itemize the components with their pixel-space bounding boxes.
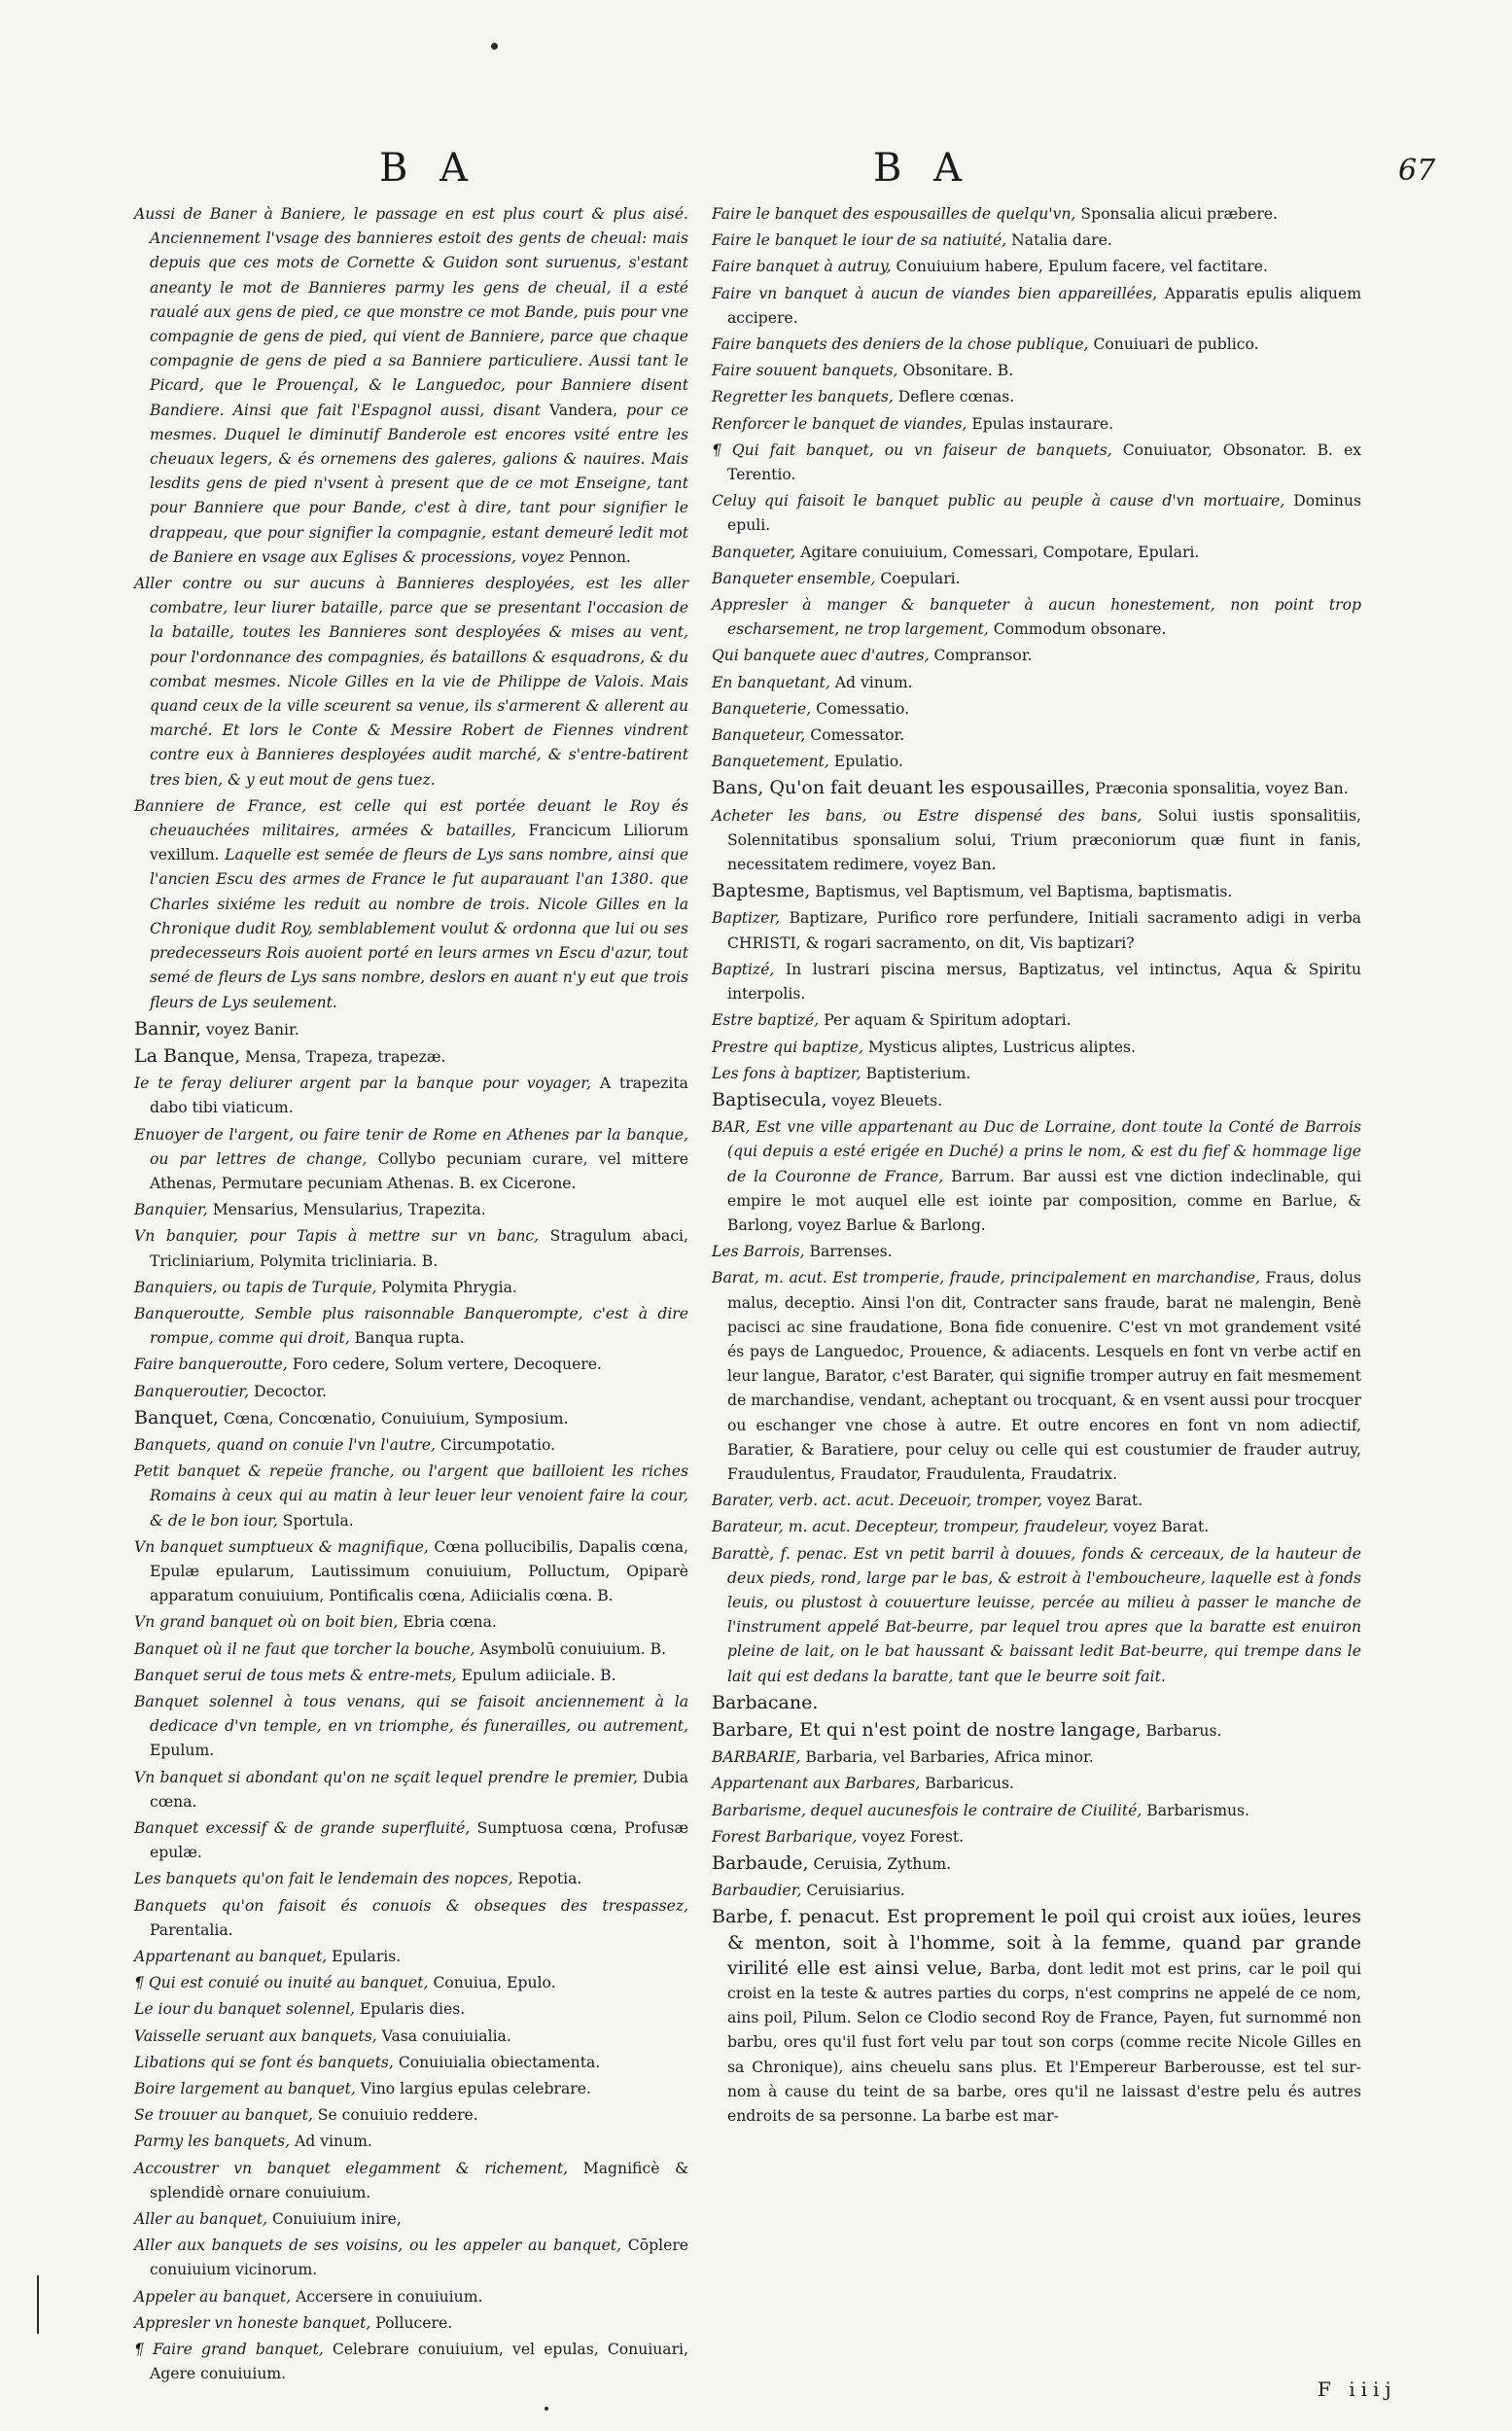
entry-translation: Epulas instaurare. — [971, 414, 1114, 433]
dictionary-entry — [134, 1766, 688, 1814]
entry-translation: A trapezita dabo tibi viaticum. — [150, 1075, 688, 1117]
entry-translation: Obsonitare. B. — [902, 362, 1014, 380]
entry-headword: Les Barrois, — [712, 1243, 805, 1261]
entry-translation: Ad vinum. — [295, 2132, 372, 2151]
dictionary-entry — [134, 1380, 688, 1404]
entry-translation: Fraus, dolus malus, deceptio. Ainsi l'on dit, Contracter sans fraude, barat ne malengin, Benè pacisci ac sine fraudatione, Bona fide conuenire. C'est vn mot grandement vsité és pays de Languedoc, Prouence, & adiacents. Lesquels en font vn verbe actif en leur langue, Barator, c'est Barater, qui signifie tromper autruy en fait mesmement de marchandise, vendant, acheptant ou trocquant, & en vsent aussi pour trocquer ou eschanger vne chose à autre. Et outre encores en font vn nom adiectif, Baratier, & Baratiere, pour celuy ou celle qui est coustumier de frauder autruy, Fraudulentus, Fraudator, Fraudulenta, Fraudatrix. — [727, 1269, 1361, 1483]
entry-translation: Foro cedere, Solum vertere, Decoquere. — [292, 1356, 602, 1374]
dictionary-entry — [712, 1515, 1361, 1539]
dictionary-entry — [712, 1240, 1361, 1264]
entry-headword: Vn banquet sumptueux & magnifique, — [134, 1537, 429, 1556]
entry-translation: Conuiuator, Obsonator. B. ex Terentio. — [727, 440, 1361, 484]
dictionary-entry — [712, 1691, 1361, 1716]
dictionary-entry — [712, 1036, 1361, 1060]
dictionary-entry — [712, 1745, 1361, 1770]
entry-headword: Aller aux banquets de ses voisins, ou les appeler au banquet, — [134, 2237, 622, 2255]
entry-headword: Appresler à manger & banqueter à aucun honestement, non point trop escharsement, ne trop largement, — [712, 596, 1361, 639]
entry-headword: Parmy les banquets, — [134, 2132, 291, 2151]
entry-translation: Vino largius epulas celebrare. — [360, 2080, 591, 2098]
entry-translation: Barba, dont ledit mot est prins, car le poil qui croist en la teste & autres parties du corps, n'est comprins ne appelé de ce nom, ains poil, Pilum. Selon ce Clodio second Roy de France, Payen, fut surnommé non barbu, ores qu'il fust fort velu par tout son corps (comme recite Nicole Gilles en sa Chronique), ains cheuelu sans plus. Et l'Empereur Barberousse, est tel sur-nom à cause du teint de sa barbe, ores qu'il ne laissast d'estre pelu és autres endroits de sa personne. La barbe est mar- — [727, 1959, 1361, 2126]
entry-translation: Se conuiuio reddere. — [317, 2106, 478, 2125]
entry-headword: Aller au banquet, — [134, 2210, 267, 2229]
entry-headword: Banquets qu'on faisoit és conuois & obseques des trespassez, — [134, 1896, 688, 1915]
entry-headword: Appartenant aux Barbares, — [712, 1775, 921, 1793]
entry-headword: Banqueroutte, Semble plus raisonnable Banquerompte, c'est à dire rompue, comme qui droit, — [134, 1304, 688, 1348]
entry-translation: Vasa conuiuialia. — [381, 2026, 511, 2045]
entry-translation: Pennon. — [569, 547, 631, 566]
dictionary-entry — [134, 1535, 688, 1609]
entry-translation: Barrenses. — [809, 1243, 893, 1261]
entry-headword: Renforcer le banquet de viandes, — [712, 414, 967, 433]
entry-translation: Francicum Liliorum vexillum. — [150, 822, 688, 864]
entry-translation: Pollucere. — [375, 2313, 453, 2332]
dictionary-entry — [712, 906, 1361, 955]
entry-headword: Estre baptizé, — [712, 1011, 820, 1030]
right-column — [712, 202, 1361, 2131]
dictionary-entry — [134, 2285, 688, 2309]
entry-headword: Bannir, — [134, 1017, 201, 1039]
entry-translation: Apparatis epulis aliquem accipere. — [727, 284, 1361, 327]
entry-translation: Barbarus. — [1145, 1721, 1222, 1740]
entry-translation: Coepulari. — [880, 569, 961, 587]
dictionary-entry — [712, 359, 1361, 383]
dictionary-entry — [134, 1690, 688, 1764]
entry-headword: Banquier, — [134, 1201, 208, 1219]
dictionary-entry — [134, 1997, 688, 2022]
entry-headword: Barbarisme, dequel aucunesfois le contraire de Ciuilité, — [712, 1801, 1143, 1819]
entry-headword: Bans, Qu'on fait deuant les espousailles, — [712, 777, 1091, 799]
dictionary-entry — [712, 439, 1361, 487]
entry-translation: Cœna pollucibilis, Dapalis cœna, Epulæ epularum, Lautissimum conuiuium, Polluctum, Opiparè apparatum conuiuium, Pontificalis cœna, Adiicialis cœna. B. — [150, 1537, 688, 1605]
entry-headword: Faire le banquet des espousailles de quelqu'vn, — [712, 205, 1076, 223]
dictionary-entry — [134, 202, 688, 570]
dictionary-entry — [712, 593, 1361, 642]
entry-headword: Vn grand banquet où on boit bien, — [134, 1613, 399, 1632]
dictionary-entry — [712, 1718, 1361, 1744]
dictionary-entry — [134, 1353, 688, 1377]
dictionary-entry — [712, 255, 1361, 279]
entry-translation: Dominus epuli. — [727, 492, 1361, 535]
entry-translation: Ebria cœna. — [403, 1613, 497, 1632]
entry-translation: Ceruisiarius. — [806, 1882, 905, 1900]
entry-headword: Banquet où il ne faut que torcher la bouche, — [134, 1639, 475, 1658]
entry-headword: Banqueroutier, — [134, 1382, 250, 1400]
entry-headword: Faire banqueroutte, — [134, 1356, 288, 1374]
page-header — [0, 146, 1512, 194]
dictionary-entry — [134, 2103, 688, 2128]
dictionary-entry — [134, 1017, 688, 1042]
entry-headword: Barater, verb. act. acut. Deceuoir, tromper, — [712, 1492, 1043, 1510]
entry-headword: pour ce mesmes. Duquel le diminutif Banderole est encores vsité entre les cheuaux legers, & és ornemens des galeres, galions & nauires. Mais lesdits gens de pied n'vsent à present que de ce mot Enseigne, tant pour Banniere que pour Bande, c'est à dire, tant pour signifier le drappeau, que pour signifier la compagnie, estant demeuré ledit mot de Baniere en vsage aux Eglises & processions, voyez — [150, 401, 688, 566]
entry-translation: Mensa, Trapeza, trapezæ. — [245, 1047, 446, 1066]
dictionary-entry — [134, 2311, 688, 2336]
entry-headword: ¶ Faire grand banquet, — [134, 2341, 324, 2359]
entry-translation: Cœna, Concœnatio, Conuiuium, Symposium. — [223, 1409, 569, 1427]
entry-translation: Epulum. — [150, 1742, 215, 1760]
entry-headword: Ie te feray deliurer argent par la banque pour voyager, — [134, 1075, 591, 1093]
dictionary-entry — [134, 1971, 688, 1995]
dictionary-entry — [712, 644, 1361, 668]
entry-translation: Natalia dare. — [1011, 231, 1112, 250]
entry-headword: Barbe, f. penacut. Est proprement le poil qui croist aux ioües, leures & menton, soit à l'homme, soit à la femme, quand par grande virilité elle est ainsi velue, — [712, 1906, 1361, 1979]
entry-translation: Collybo pecuniam curare, vel mittere Athenas, Permutare pecuniam Athenas. B. ex Cicerone. — [150, 1149, 688, 1192]
entry-translation: Circumpotatio. — [440, 1435, 556, 1454]
dictionary-entry — [712, 804, 1361, 878]
entry-headword: Boire largement au banquet, — [134, 2080, 356, 2098]
dictionary-entry — [134, 1816, 688, 1865]
entry-headword: Vn banquet si abondant qu'on ne sçait lequel prendre le premier, — [134, 1768, 638, 1786]
dictionary-entry — [712, 385, 1361, 409]
entry-headword: Banquets, quand on conuie l'vn l'autre, — [134, 1435, 436, 1454]
entry-headword: ¶ Qui est conuié ou inuité au banquet, — [134, 1974, 429, 1992]
dictionary-entry — [134, 1894, 688, 1943]
dictionary-entry — [712, 1266, 1361, 1487]
entry-headword: Libations qui se font és banquets, — [134, 2053, 394, 2071]
dictionary-entry — [134, 2051, 688, 2075]
entry-headword: Barateur, m. acut. Decepteur, trompeur, fraudeleur, — [712, 1518, 1109, 1536]
entry-translation: Barbaricus. — [925, 1775, 1014, 1793]
entry-headword: Banquet, — [134, 1406, 219, 1428]
entry-headword: Banqueteur, — [712, 726, 806, 745]
entry-headword: Banqueter, — [712, 543, 796, 561]
entry-translation: Compransor. — [933, 647, 1033, 665]
dictionary-entry — [134, 1867, 688, 1891]
entry-headword: Banquiers, ou tapis de Turquie, — [134, 1278, 377, 1296]
dictionary-entry — [712, 1115, 1361, 1238]
dictionary-entry — [134, 1276, 688, 1300]
dictionary-entry — [134, 1945, 688, 1969]
entry-headword: Qui banquete auec d'autres, — [712, 647, 930, 665]
dictionary-entry — [712, 1799, 1361, 1823]
entry-translation: Celebrare conuiuium, vel epulas, Conuiuari, Agere conuiuium. — [150, 2341, 688, 2383]
entry-headword: Enuoyer de l'argent, ou faire tenir de Rome en Athenes par la banque, ou par lettres de change, — [134, 1125, 688, 1168]
entry-translation: Baptismus, vel Baptismum, vel Baptisma, baptismatis. — [815, 883, 1233, 901]
entry-translation: Parentalia. — [150, 1920, 233, 1939]
entry-headword: Faire banquets des deniers de la chose publique, — [712, 335, 1089, 354]
dictionary-entry — [712, 697, 1361, 722]
dictionary-entry — [712, 1008, 1361, 1033]
entry-translation: Repotia. — [517, 1870, 582, 1888]
dictionary-entry — [712, 750, 1361, 774]
dictionary-entry — [134, 2077, 688, 2101]
entry-translation: voyez Barat. — [1113, 1518, 1210, 1536]
dictionary-entry — [134, 1044, 688, 1070]
left-column — [134, 202, 688, 2388]
dictionary-entry — [134, 1123, 688, 1197]
entry-headword: Baptesme, — [712, 880, 811, 902]
entry-headword: Faire vn banquet à aucun de viandes bien appareillées, — [712, 284, 1158, 302]
entry-headword: Aussi de Baner à Baniere, le passage en est plus court & plus aisé. Anciennement l'vsage des bannieres estoit des gents de cheual: mais depuis que ces mots de Cornette & Guidon sont suruenus, s'estant aneanty le mot de Bannieres parmy les gens de cheual, il a esté raualé aux gens de pied, ce que monstre ce mot Bande, puis pour vne compagnie de gens de pied, qui vient de Banniere, parce que chaque compagnie de gens de pied a sa Banniere particuliere. Aussi tant le Picard, que le Prouençal, & le Languedoc, pour Banniere disent Bandiere. Ainsi que fait l'Espagnol aussi, disant — [134, 205, 688, 419]
dictionary-entry — [712, 567, 1361, 591]
entry-translation: Baptisterium. — [865, 1064, 971, 1082]
entry-translation: Dubia cœna. — [150, 1768, 688, 1811]
entry-headword: En banquetant, — [712, 673, 830, 691]
entry-headword: Les banquets qu'on fait le lendemain des nopces, — [134, 1870, 513, 1888]
entry-translation: Epularis dies. — [359, 2000, 466, 2019]
dictionary-entry — [712, 1489, 1361, 1513]
dictionary-entry — [134, 1460, 688, 1533]
entry-headword: Banquet serui de tous mets & entre-mets, — [134, 1666, 457, 1684]
entry-headword: Acheter les bans, ou Estre dispensé des bans, — [712, 806, 1143, 825]
dictionary-entry — [134, 1638, 688, 1662]
entry-translation: Commodum obsonare. — [993, 620, 1167, 639]
ink-dot — [545, 2407, 548, 2411]
dictionary-entry — [712, 282, 1361, 331]
entry-headword: Accoustrer vn banquet elegamment & richement, — [134, 2159, 569, 2177]
dictionary-entry — [712, 776, 1361, 801]
entry-headword: Barbaude, — [712, 1852, 809, 1874]
entry-headword: Barattè, f. penac. Est vn petit barril à douues, fonds & cerceaux, de la hauteur de deux pieds, rond, large par le bas, & estroit à l'emboucheure, laquelle est à fonds leuis, ou plustost à couuerture leuisse, percée au milieu à passer le manche de l'instrument appelé Bat-beurre, par lequel trou apres que la baratte est enuiron pleine de lait, on le bat haussant & baissant ledit Bat-beurre, qui trempe dans le lait qui est dedans la baratte, tant que le beurre soit fait. — [712, 1544, 1361, 1685]
dictionary-entry — [134, 1302, 688, 1351]
dictionary-entry — [134, 2157, 688, 2205]
margin-rule — [37, 2275, 39, 2334]
entry-headword: Petit banquet & repeüe franche, ou l'argent que bailloient les riches Romains à ceux qui au matin à leur leuer leur venoient faire la cour, & de le bon iour, — [134, 1462, 688, 1530]
dictionary-entry — [712, 541, 1361, 565]
entry-headword: Vaisselle seruant aux banquets, — [134, 2026, 377, 2045]
entry-headword: Vn banquier, pour Tapis à mettre sur vn banc, — [134, 1227, 540, 1246]
entry-translation: voyez Barat. — [1047, 1492, 1143, 1510]
dictionary-entry — [134, 1433, 688, 1458]
entry-translation: Conuiuari de publico. — [1093, 335, 1259, 354]
entry-translation: Solui iustis sponsalitiis, Solennitatibus sponsalium solui, Trium præconiorum quæ fiunt in fanis, necessitatem redimere, voyez Ban. — [727, 806, 1361, 874]
dictionary-entry — [712, 1062, 1361, 1086]
dictionary-entry — [712, 1879, 1361, 1903]
entry-translation: Cōplere conuiuium vicinorum. — [150, 2237, 688, 2279]
entry-headword: Banqueterie, — [712, 699, 812, 718]
dictionary-entry — [134, 1406, 688, 1431]
entry-translation: Decoctor. — [254, 1382, 328, 1400]
entry-headword: BARBARIE, — [712, 1748, 801, 1767]
entry-translation: Comessator. — [810, 726, 905, 745]
entry-translation: Epularis. — [332, 1948, 402, 1966]
entry-headword: Prestre qui baptize, — [712, 1038, 863, 1056]
dictionary-entry — [712, 723, 1361, 748]
dictionary-entry — [134, 2338, 688, 2386]
entry-headword: Le iour du banquet solennel, — [134, 2000, 356, 2019]
entry-headword: Banqueter ensemble, — [712, 569, 876, 587]
entry-translation: Stragulum abaci, Tricliniarium, Polymita tricliniaria. B. — [150, 1227, 688, 1270]
entry-translation: Conuiua, Epulo. — [433, 1974, 556, 1992]
entry-headword: Faire le banquet le iour de sa natiuité, — [712, 231, 1007, 250]
dictionary-entry — [712, 671, 1361, 695]
running-head-left: B A — [379, 146, 477, 191]
dictionary-entry — [134, 1664, 688, 1688]
entry-translation: Conuiuium habere, Epulum facere, vel factitare. — [896, 258, 1268, 276]
entry-headword: Faire banquet à autruy, — [712, 258, 892, 276]
entry-translation: Baptizare, Purifico rore perfundere, Initiali sacramento adigi in verba CHRISTI, & rogari sacramento, on dit, Vis baptizari? — [727, 909, 1361, 952]
dictionary-entry — [712, 1825, 1361, 1850]
entry-translation: Deflere cœnas. — [897, 388, 1015, 406]
entry-translation: Sumptuosa cœna, Profusæ epulæ. — [150, 1819, 688, 1862]
entry-translation: Epulatio. — [833, 753, 903, 771]
dictionary-entry — [712, 412, 1361, 437]
entry-translation: Banqua rupta. — [354, 1329, 465, 1348]
entry-translation: Agitare conuiuium, Comessari, Compotare, Epulari. — [800, 543, 1200, 561]
entry-headword: Les fons à baptizer, — [712, 1064, 861, 1082]
dictionary-entry — [134, 1610, 688, 1635]
entry-headword: BAR, Est vne ville appartenant au Duc de Lorraine, dont toute la Conté de Barrois (qui depuis a esté erigée en Duché) a prins le nom, & est du fief & hommage lige de la Couronne de France, — [712, 1118, 1361, 1185]
dictionary-entry — [134, 2130, 688, 2154]
entry-headword: Baptizer, — [712, 909, 781, 928]
entry-translation: voyez Banir. — [205, 1020, 299, 1039]
entry-headword: Banquet solennel à tous venans, qui se faisoit anciennement à la dedicace d'vn temple, en vn triomphe, és funerailles, ou autrement, — [134, 1692, 688, 1736]
entry-headword: Barbare, Et qui n'est point de nostre langage, — [712, 1718, 1142, 1741]
entry-translation: Barbarismus. — [1146, 1801, 1249, 1819]
entry-translation: Ceruisia, Zythum. — [813, 1855, 952, 1873]
dictionary-entry — [712, 1088, 1361, 1113]
entry-translation: Ad vinum. — [834, 673, 913, 691]
entry-translation: Mensarius, Mensularius, Trapezita. — [212, 1201, 486, 1219]
entry-headword: Regretter les banquets, — [712, 388, 894, 406]
dictionary-entry — [712, 879, 1361, 904]
dictionary-entry — [712, 1542, 1361, 1689]
entry-headword: Celuy qui faisoit le banquet public au peuple à cause d'vn mortuaire, — [712, 492, 1285, 511]
entry-headword: Banniere de France, est celle qui est portée deuant le Roy és cheuauchées militaires, armées & batailles, — [134, 796, 688, 840]
dictionary-entry — [134, 572, 688, 793]
dictionary-entry — [134, 794, 688, 1015]
dictionary-entry — [712, 1851, 1361, 1877]
signature-mark: F iiij — [1318, 2378, 1397, 2401]
dictionary-entry — [134, 2234, 688, 2282]
entry-translation: Polymita Phrygia. — [381, 1278, 517, 1296]
entry-translation: voyez Forest. — [861, 1827, 965, 1846]
dictionary-entry — [712, 202, 1361, 227]
entry-headword: Banquetement, — [712, 753, 829, 771]
entry-headword: Appresler vn honeste banquet, — [134, 2313, 371, 2332]
entry-translation: Sportula. — [282, 1511, 354, 1530]
entry-translation: In lustrari piscina mersus, Baptizatus, vel intinctus, Aqua & Spiritu interpolis. — [727, 960, 1361, 1004]
entry-translation: Comessatio. — [816, 699, 910, 718]
page-number: 67 — [1398, 154, 1436, 188]
dictionary-entry — [134, 2025, 688, 2049]
entry-headword: Baptisecula, — [712, 1088, 827, 1110]
entry-translation: voyez Bleuets. — [831, 1091, 943, 1110]
dictionary-entry — [712, 958, 1361, 1006]
entry-headword: Appeler au banquet, — [134, 2287, 292, 2306]
entry-translation: Conuiuialia obiectamenta. — [398, 2053, 601, 2071]
entry-translation: Præconia sponsalitia, voyez Ban. — [1095, 780, 1349, 798]
entry-translation: Magnificè & splendidè ornare conuiuium. — [150, 2159, 688, 2202]
entry-headword: Se trouuer au banquet, — [134, 2106, 313, 2125]
entry-headword: La Banque, — [134, 1044, 241, 1067]
dictionary-entry — [134, 2207, 688, 2232]
entry-headword: Banquet excessif & de grande superfluité, — [134, 1819, 471, 1837]
entry-translation: Barrum. Bar aussi est vne diction indeclinable, qui empire le mot auquel elle est iointe par composition, comme en Barlue, & Barlong, voyez Barlue & Barlong. — [727, 1167, 1361, 1234]
entry-headword: Faire souuent banquets, — [712, 362, 898, 380]
entry-headword: Laquelle est semée de fleurs de Lys sans nombre, ainsi que l'ancien Escu des armes de France le fut auparauant l'an 1380. que Charles sixiéme les reduit au nombre de trois. Nicole Gilles en la Chronique dudit Roy, semblablement voulut & ordonna que lui ou ses predecesseurs Rois auoient porté en leurs armes vn Escu d'azur, tout semé de fleurs de Lys sans nombre, deslors en auant n'y eut que trois fleurs de Lys seulement. — [150, 846, 688, 1011]
dictionary-entry — [712, 1772, 1361, 1796]
entry-headword: Aller contre ou sur aucuns à Bannieres desployées, est les aller combatre, leur liurer bataille, parce que se presentant l'occasion de la bataille, toutes les Bannieres sont desployées & mises au vent, pour l'ordonnance des compagnies, és bataillons & esquadrons, & du combat mesmes. Nicole Gilles en la vie de Philippe de Valois. Mais quand ceux de la ville sceurent sa venue, ils s'armerent & allerent au marché. Et lors le Conte & Messire Robert de Fiennes vindrent contre eux à Bannieres desployées audit marché, & s'entre-batirent tres bien, & y eut mout de gens tuez. — [134, 575, 688, 789]
entry-translation: Asymbolū conuiuium. B. — [479, 1639, 667, 1658]
dictionary-entry — [712, 1905, 1361, 2129]
dictionary-entry — [712, 229, 1361, 253]
entry-translation: Barbaria, vel Barbaries, Africa minor. — [805, 1748, 1094, 1767]
entry-headword: Barat, m. acut. Est tromperie, fraude, principalement en marchandise, — [712, 1269, 1260, 1287]
entry-translation: Conuiuium inire, — [271, 2210, 402, 2229]
dictionary-entry — [712, 489, 1361, 538]
dictionary-entry — [134, 1198, 688, 1222]
dictionary-entry — [134, 1224, 688, 1273]
entry-headword: ¶ Qui fait banquet, ou vn faiseur de banquets, — [712, 440, 1112, 459]
entry-translation: Mysticus aliptes, Lustricus aliptes. — [867, 1038, 1136, 1056]
ink-dot — [491, 43, 498, 50]
entry-headword: Forest Barbarique, — [712, 1827, 858, 1846]
entry-translation: Vandera, — [548, 401, 618, 419]
entry-translation: Per aquam & Spiritum adoptari. — [824, 1011, 1072, 1030]
entry-translation: Accersere in conuiuium. — [296, 2287, 483, 2306]
dictionary-entry — [134, 1072, 688, 1120]
entry-headword: Baptizé, — [712, 960, 775, 978]
entry-translation: Epulum adiiciale. B. — [461, 1666, 616, 1684]
running-head-right: B A — [873, 146, 971, 191]
dictionary-entry — [712, 333, 1361, 357]
entry-headword: Appartenant au banquet, — [134, 1948, 328, 1966]
entry-headword: Barbacane. — [712, 1691, 819, 1713]
entry-headword: Barbaudier, — [712, 1882, 802, 1900]
entry-translation: Sponsalia alicui præbere. — [1080, 205, 1278, 223]
